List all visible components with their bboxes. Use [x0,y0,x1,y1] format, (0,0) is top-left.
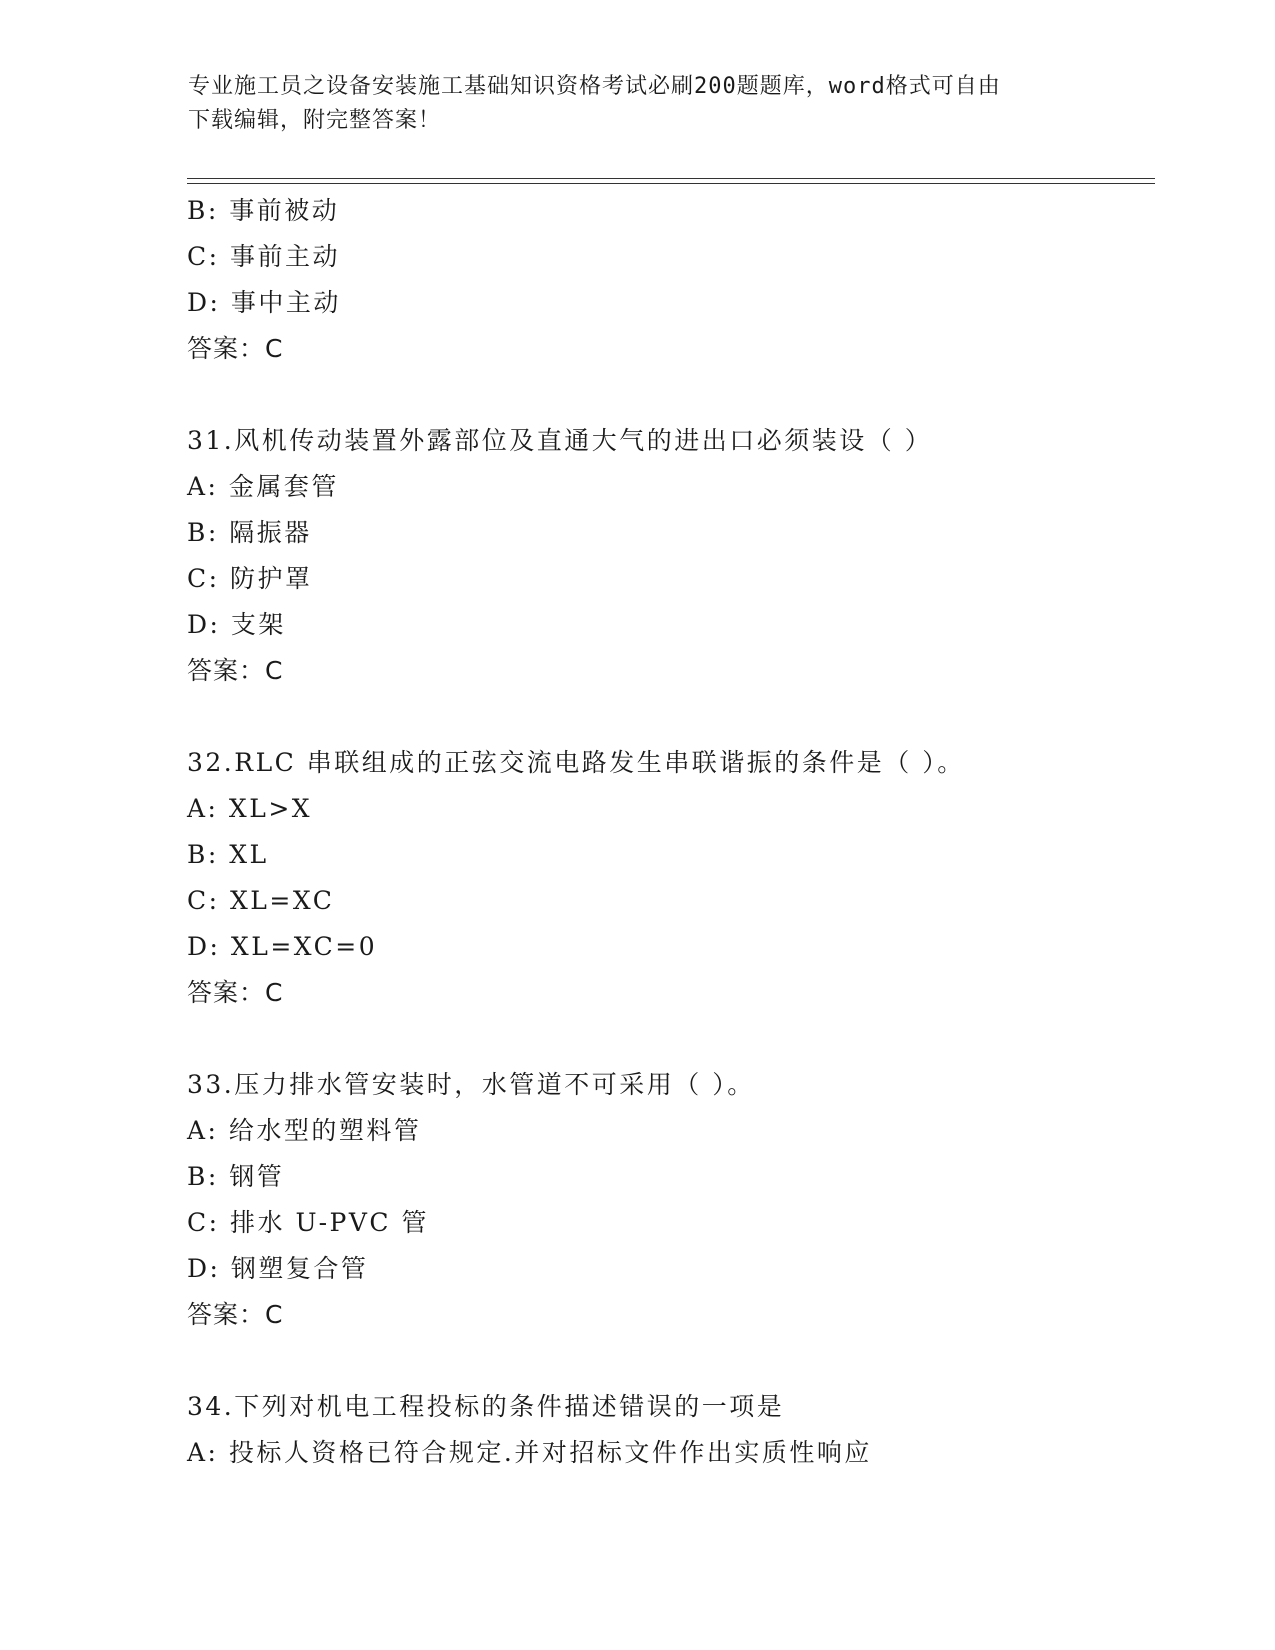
answer-line: 答案：C [187,1300,284,1329]
answer-line: 答案：C [187,656,284,685]
option-c: C: XL=XC [187,886,335,915]
option-c: C: 事前主动 [187,242,340,271]
header-title-line-1: 专业施工员之设备安装施工基础知识资格考试必刷200题题库，word格式可自由 [188,74,1001,99]
option-d: D: 钢塑复合管 [187,1254,369,1283]
option-d: D: 事中主动 [187,288,341,317]
spacer [187,372,1155,418]
document-header [188,70,1068,138]
question-stem: 33.压力排水管安装时，水管道不可采用（ ）。 [187,1070,755,1099]
question-32 [187,740,1155,1016]
spacer [187,1016,1155,1062]
spacer [187,694,1155,740]
question-34 [187,1384,1155,1476]
option-d: D: XL=XC=0 [187,932,378,961]
option-b: B: XL [187,840,269,869]
question-stem: 34.下列对机电工程投标的条件描述错误的一项是 [187,1392,785,1421]
question-31 [187,418,1155,694]
option-a: A: 给水型的塑料管 [187,1116,422,1145]
option-c: C: 排水 U-PVC 管 [187,1208,429,1237]
spacer [187,1338,1155,1384]
question-stem: 31.风机传动装置外露部位及直通大气的进出口必须装设（ ） [187,426,933,455]
question-list [187,188,1155,1476]
header-title-line-2: 下载编辑，附完整答案！ [188,108,442,133]
option-a: A: 投标人资格已符合规定.并对招标文件作出实质性响应 [187,1438,872,1467]
answer-line: 答案：C [187,978,284,1007]
answer-line: 答案：C [187,334,284,363]
option-b: B: 钢管 [187,1162,285,1191]
option-c: C: 防护罩 [187,564,313,593]
option-a: A: XL>X [187,794,313,823]
option-b: B: 事前被动 [187,196,340,225]
option-d: D: 支架 [187,610,286,639]
question-30-continuation [187,188,1155,372]
option-a: A: 金属套管 [187,472,339,501]
option-b: B: 隔振器 [187,518,312,547]
question-stem: 32.RLC 串联组成的正弦交流电路发生串联谐振的条件是（ ）。 [187,748,965,777]
header-divider [187,178,1155,184]
question-33 [187,1062,1155,1338]
